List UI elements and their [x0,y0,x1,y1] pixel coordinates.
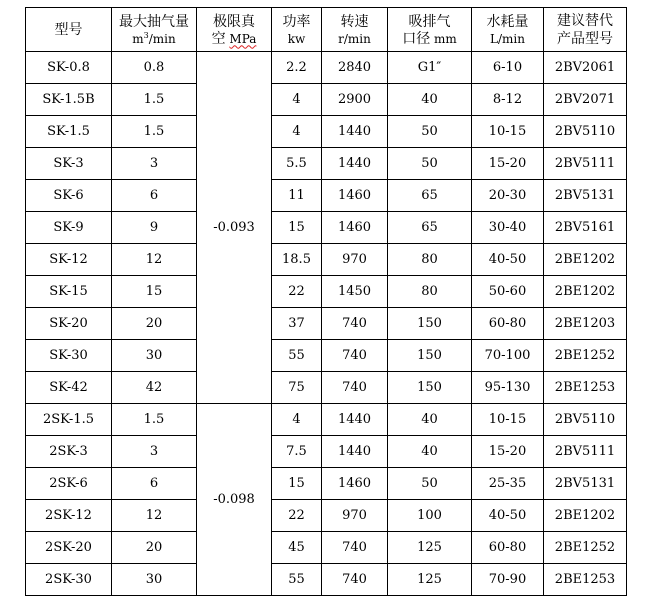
table-row [26,468,627,500]
replacement-model-cell: 2BE1203 [544,308,627,340]
power-cell: 5.5 [272,148,322,180]
table-row [26,148,627,180]
power-cell: 18.5 [272,244,322,276]
speed-cell: 1450 [322,276,388,308]
ultimate-vacuum-cell: -0.093 [197,52,272,404]
power-cell: 75 [272,372,322,404]
water-consumption-cell: 10-15 [472,116,544,148]
replacement-model-cell: 2BV5161 [544,212,627,244]
water-consumption-cell: 60-80 [472,308,544,340]
port-diameter-cell: 150 [388,308,472,340]
table-row [26,212,627,244]
table-row [26,372,627,404]
replacement-model-cell: 2BE1202 [544,276,627,308]
model-cell: SK-1.5B [26,84,112,116]
power-cell: 55 [272,564,322,596]
water-consumption-cell: 8-12 [472,84,544,116]
model-cell: 2SK-30 [26,564,112,596]
max-flow-cell: 6 [112,468,197,500]
speed-cell: 740 [322,532,388,564]
model-cell: 2SK-3 [26,436,112,468]
table-body [26,52,627,596]
header-power: 功率 kw [272,8,322,52]
replacement-model-cell: 2BE1253 [544,372,627,404]
port-diameter-cell: 80 [388,244,472,276]
header-model: 型号 [26,8,112,52]
header-max-flow: 最大抽气量 $m^3/\min$ [112,8,197,52]
power-cell: 15 [272,212,322,244]
water-consumption-cell: 50-60 [472,276,544,308]
speed-cell: 1440 [322,404,388,436]
water-consumption-cell: 70-90 [472,564,544,596]
model-cell: SK-20 [26,308,112,340]
port-diameter-cell: 50 [388,148,472,180]
power-cell: 15 [272,468,322,500]
header-ultimate-vacuum: 极限真 空 MPa [197,8,272,52]
header-row [26,8,627,52]
replacement-model-cell: 2BE1202 [544,244,627,276]
table-row [26,276,627,308]
max-flow-cell: 3 [112,148,197,180]
power-cell: 4 [272,404,322,436]
speed-cell: 2900 [322,84,388,116]
table-row [26,116,627,148]
table-row [26,564,627,596]
port-diameter-cell: 150 [388,372,472,404]
table-row [26,84,627,116]
replacement-model-cell: 2BE1252 [544,532,627,564]
power-cell: 22 [272,276,322,308]
replacement-model-cell: 2BV5110 [544,404,627,436]
max-flow-cell: 1.5 [112,84,197,116]
speed-cell: 740 [322,564,388,596]
max-flow-cell: 42 [112,372,197,404]
water-consumption-cell: 30-40 [472,212,544,244]
power-cell: 2.2 [272,52,322,84]
header-port-diameter: 吸排气 口径 mm [388,8,472,52]
replacement-model-cell: 2BE1253 [544,564,627,596]
replacement-model-cell: 2BV2061 [544,52,627,84]
model-cell: SK-0.8 [26,52,112,84]
speed-cell: 1440 [322,116,388,148]
water-consumption-cell: 6-10 [472,52,544,84]
table-row [26,52,627,84]
speed-cell: 1460 [322,212,388,244]
max-flow-cell: 20 [112,532,197,564]
port-diameter-cell: 40 [388,436,472,468]
header-replacement-model: 建议替代 产品型号 [544,8,627,52]
model-cell: SK-42 [26,372,112,404]
model-cell: SK-30 [26,340,112,372]
water-consumption-cell: 40-50 [472,500,544,532]
replacement-model-cell: 2BV5131 [544,468,627,500]
replacement-model-cell: 2BE1202 [544,500,627,532]
table-row [26,308,627,340]
max-flow-cell: 1.5 [112,404,197,436]
max-flow-cell: 15 [112,276,197,308]
port-diameter-cell: G1″ [388,52,472,84]
model-cell: SK-1.5 [26,116,112,148]
power-cell: 4 [272,116,322,148]
speed-cell: 1460 [322,180,388,212]
replacement-model-cell: 2BV5111 [544,148,627,180]
table-row [26,436,627,468]
power-cell: 4 [272,84,322,116]
replacement-model-cell: 2BV5131 [544,180,627,212]
port-diameter-cell: 50 [388,116,472,148]
port-diameter-cell: 125 [388,564,472,596]
speed-cell: 740 [322,308,388,340]
speed-cell: 1460 [322,468,388,500]
max-flow-cell: 12 [112,500,197,532]
replacement-model-cell: 2BV5111 [544,436,627,468]
header-speed: 转速 r/min [322,8,388,52]
water-consumption-cell: 25-35 [472,468,544,500]
water-consumption-cell: 20-30 [472,180,544,212]
water-consumption-cell: 60-80 [472,532,544,564]
max-flow-cell: 30 [112,340,197,372]
speed-cell: 970 [322,244,388,276]
table-row [26,500,627,532]
port-diameter-cell: 125 [388,532,472,564]
max-flow-cell: 30 [112,564,197,596]
power-cell: 37 [272,308,322,340]
speed-cell: 1440 [322,436,388,468]
water-consumption-cell: 70-100 [472,340,544,372]
speed-cell: 1440 [322,148,388,180]
table-row [26,244,627,276]
table-row [26,340,627,372]
model-cell: SK-15 [26,276,112,308]
model-cell: 2SK-1.5 [26,404,112,436]
port-diameter-cell: 40 [388,84,472,116]
speed-cell: 970 [322,500,388,532]
ultimate-vacuum-cell: -0.098 [197,404,272,596]
water-consumption-cell: 10-15 [472,404,544,436]
table-row [26,404,627,436]
port-diameter-cell: 100 [388,500,472,532]
max-flow-cell: 12 [112,244,197,276]
model-cell: SK-12 [26,244,112,276]
port-diameter-cell: 80 [388,276,472,308]
port-diameter-cell: 65 [388,180,472,212]
model-cell: SK-3 [26,148,112,180]
port-diameter-cell: 65 [388,212,472,244]
table-row [26,532,627,564]
replacement-model-cell: 2BV5110 [544,116,627,148]
speed-cell: 740 [322,372,388,404]
power-cell: 45 [272,532,322,564]
model-cell: SK-9 [26,212,112,244]
water-consumption-cell: 40-50 [472,244,544,276]
max-flow-cell: 20 [112,308,197,340]
port-diameter-cell: 150 [388,340,472,372]
header-water-consumption: 水耗量 L/min [472,8,544,52]
power-cell: 7.5 [272,436,322,468]
water-consumption-cell: 15-20 [472,436,544,468]
max-flow-cell: 9 [112,212,197,244]
max-flow-cell: 0.8 [112,52,197,84]
max-flow-cell: 3 [112,436,197,468]
pump-spec-table [25,7,627,596]
model-cell: SK-6 [26,180,112,212]
speed-cell: 740 [322,340,388,372]
power-cell: 11 [272,180,322,212]
max-flow-cell: 1.5 [112,116,197,148]
power-cell: 22 [272,500,322,532]
speed-cell: 2840 [322,52,388,84]
model-cell: 2SK-6 [26,468,112,500]
water-consumption-cell: 15-20 [472,148,544,180]
replacement-model-cell: 2BE1252 [544,340,627,372]
model-cell: 2SK-20 [26,532,112,564]
port-diameter-cell: 50 [388,468,472,500]
power-cell: 55 [272,340,322,372]
max-flow-cell: 6 [112,180,197,212]
port-diameter-cell: 40 [388,404,472,436]
model-cell: 2SK-12 [26,500,112,532]
table-row [26,180,627,212]
water-consumption-cell: 95-130 [472,372,544,404]
replacement-model-cell: 2BV2071 [544,84,627,116]
